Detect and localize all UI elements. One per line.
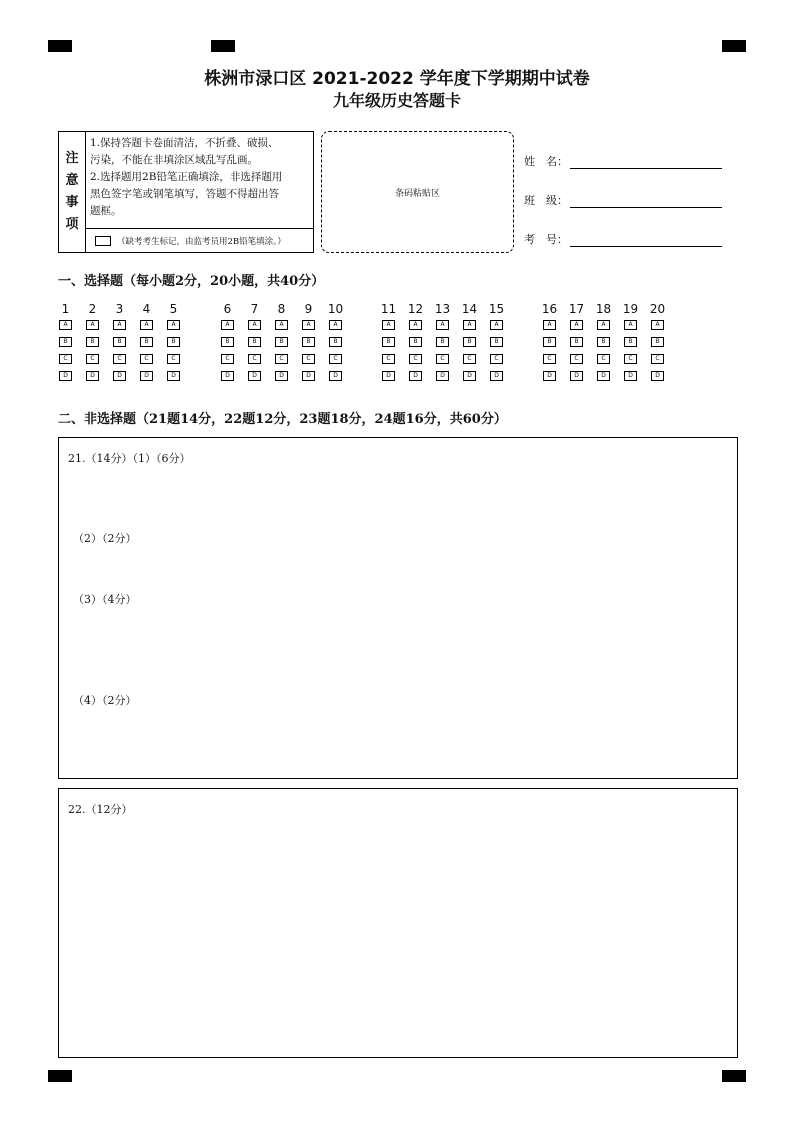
- exam-title: 株洲市渌口区 2021-2022 学年度下学期期中试卷: [204, 69, 590, 89]
- choice-bubble-a[interactable]: A: [570, 320, 583, 330]
- choice-bubble-d[interactable]: D: [221, 371, 234, 381]
- registration-mark-top-right: [722, 40, 746, 52]
- choice-bubble-b[interactable]: B: [329, 337, 342, 347]
- choice-bubble-a[interactable]: A: [436, 320, 449, 330]
- choice-bubble-b[interactable]: B: [86, 337, 99, 347]
- choice-bubble-c[interactable]: C: [113, 354, 126, 364]
- choice-bubble-b[interactable]: B: [543, 337, 556, 347]
- q22-header: 22.（12分）: [68, 803, 133, 816]
- choice-question-number: 20: [649, 302, 666, 316]
- choice-bubble-a[interactable]: A: [86, 320, 99, 330]
- choice-question-number: 11: [380, 302, 397, 316]
- notice-heading-char: 注: [65, 151, 79, 166]
- choice-question-number: 9: [304, 302, 313, 316]
- absent-mark-row: [85, 228, 313, 253]
- barcode-label: 条码粘贴区: [394, 188, 440, 199]
- choice-question-number: 6: [223, 302, 232, 316]
- notice-heading-char: 事: [65, 195, 79, 210]
- exam-number-label: 考 号：: [524, 233, 568, 246]
- choice-bubble-a[interactable]: A: [248, 320, 261, 330]
- choice-bubble-d[interactable]: D: [436, 371, 449, 381]
- choice-bubble-d[interactable]: D: [167, 371, 180, 381]
- choice-bubble-d[interactable]: D: [624, 371, 637, 381]
- choice-bubble-a[interactable]: A: [490, 320, 503, 330]
- choice-bubble-d[interactable]: D: [651, 371, 664, 381]
- barcode-area: [321, 131, 514, 253]
- absent-mark-note: （缺考考生标记，由监考员用2B铅笔填涂。）: [117, 237, 286, 247]
- choice-bubble-d[interactable]: D: [275, 371, 288, 381]
- choice-bubble-c[interactable]: C: [382, 354, 395, 364]
- choice-bubble-c[interactable]: C: [597, 354, 610, 364]
- class-label: 班 级：: [524, 194, 568, 207]
- choice-question-number: 14: [461, 302, 478, 316]
- choice-bubble-a[interactable]: A: [140, 320, 153, 330]
- choice-bubble-b[interactable]: B: [624, 337, 637, 347]
- choice-bubble-d[interactable]: D: [409, 371, 422, 381]
- choice-bubble-d[interactable]: D: [86, 371, 99, 381]
- choice-question-number: 4: [142, 302, 151, 316]
- choice-bubble-c[interactable]: C: [490, 354, 503, 364]
- choice-bubble-a[interactable]: A: [275, 320, 288, 330]
- section1-title: 一、选择题（每小题2分，20小题，共40分）: [58, 274, 325, 289]
- choice-bubble-a[interactable]: A: [59, 320, 72, 330]
- q22-answer-box[interactable]: [58, 788, 738, 1058]
- choice-bubble-d[interactable]: D: [302, 371, 315, 381]
- class-field[interactable]: [524, 192, 722, 208]
- choice-bubble-b[interactable]: B: [463, 337, 476, 347]
- registration-mark-bottom-left: [48, 1070, 72, 1082]
- choice-bubble-d[interactable]: D: [140, 371, 153, 381]
- registration-mark-top-left: [48, 40, 72, 52]
- choice-bubble-b[interactable]: B: [382, 337, 395, 347]
- notice-box: [58, 131, 314, 253]
- choice-question-number: 8: [277, 302, 286, 316]
- choice-bubble-c[interactable]: C: [140, 354, 153, 364]
- choice-bubble-b[interactable]: B: [59, 337, 72, 347]
- notice-heading-char: 意: [65, 173, 79, 188]
- choice-bubble-b[interactable]: B: [490, 337, 503, 347]
- choice-bubble-a[interactable]: A: [597, 320, 610, 330]
- exam-number-field[interactable]: [524, 231, 722, 247]
- choice-bubble-a[interactable]: A: [382, 320, 395, 330]
- choice-bubble-b[interactable]: B: [275, 337, 288, 347]
- choice-bubble-d[interactable]: D: [329, 371, 342, 381]
- notice-heading-char: 项: [65, 217, 79, 232]
- choice-bubble-a[interactable]: A: [329, 320, 342, 330]
- choice-bubble-a[interactable]: A: [167, 320, 180, 330]
- choice-question-number: 19: [622, 302, 639, 316]
- class-line[interactable]: [570, 195, 722, 208]
- choice-bubble-a[interactable]: A: [409, 320, 422, 330]
- choice-question-number: 5: [169, 302, 178, 316]
- choice-question-number: 15: [488, 302, 505, 316]
- choice-question-number: 16: [541, 302, 558, 316]
- choice-bubble-c[interactable]: C: [167, 354, 180, 364]
- choice-bubble-b[interactable]: B: [436, 337, 449, 347]
- choice-bubble-b[interactable]: B: [248, 337, 261, 347]
- name-line[interactable]: [570, 156, 722, 169]
- choice-question-number: 10: [327, 302, 344, 316]
- choice-bubble-b[interactable]: B: [651, 337, 664, 347]
- choice-bubble-b[interactable]: B: [113, 337, 126, 347]
- section2-title: 二、非选择题（21题14分，22题12分，23题18分，24题16分，共60分）: [58, 412, 507, 427]
- choice-bubble-d[interactable]: D: [59, 371, 72, 381]
- notice-heading: [59, 132, 86, 252]
- choice-bubble-a[interactable]: A: [113, 320, 126, 330]
- notice-line: 题框。: [90, 205, 122, 217]
- choice-bubble-c[interactable]: C: [86, 354, 99, 364]
- q21-part4-label: （4）（2分）: [73, 694, 137, 707]
- exam-number-line[interactable]: [570, 234, 722, 247]
- notice-line: 2.选择题用2B铅笔正确填涂，非选择题用: [90, 171, 283, 183]
- choice-bubble-b[interactable]: B: [302, 337, 315, 347]
- notice-line: 1.保持答题卡卷面清洁，不折叠、破损、: [90, 137, 279, 149]
- name-field[interactable]: [524, 153, 722, 169]
- choice-bubble-a[interactable]: A: [463, 320, 476, 330]
- choice-bubble-c[interactable]: C: [651, 354, 664, 364]
- choice-bubble-c[interactable]: C: [275, 354, 288, 364]
- choice-question-number: 1: [61, 302, 70, 316]
- notice-line: 污染，不能在非填涂区域乱写乱画。: [90, 154, 258, 166]
- answer-sheet-title: 九年级历史答题卡: [332, 91, 461, 110]
- choice-bubble-d[interactable]: D: [490, 371, 503, 381]
- absent-mark-checkbox[interactable]: [95, 236, 111, 246]
- choice-bubble-b[interactable]: B: [221, 337, 234, 347]
- choice-bubble-b[interactable]: B: [140, 337, 153, 347]
- choice-bubble-c[interactable]: C: [248, 354, 261, 364]
- q21-header: 21.（14分）（1）（6分）: [68, 452, 191, 465]
- name-label: 姓 名：: [524, 155, 568, 168]
- choice-bubble-c[interactable]: C: [570, 354, 583, 364]
- notice-text: [90, 135, 310, 220]
- choice-bubble-c[interactable]: C: [543, 354, 556, 364]
- choice-bubble-a[interactable]: A: [624, 320, 637, 330]
- choice-question-number: 17: [568, 302, 585, 316]
- choice-bubble-d[interactable]: D: [543, 371, 556, 381]
- choice-question-number: 7: [250, 302, 259, 316]
- choice-bubble-b[interactable]: B: [409, 337, 422, 347]
- registration-mark-bottom-right: [722, 1070, 746, 1082]
- choice-bubble-b[interactable]: B: [167, 337, 180, 347]
- choice-bubble-d[interactable]: D: [248, 371, 261, 381]
- choice-bubble-a[interactable]: A: [543, 320, 556, 330]
- choice-bubble-c[interactable]: C: [59, 354, 72, 364]
- choice-question-number: 18: [595, 302, 612, 316]
- choice-bubble-c[interactable]: C: [329, 354, 342, 364]
- choice-bubble-d[interactable]: D: [382, 371, 395, 381]
- choice-bubble-d[interactable]: D: [463, 371, 476, 381]
- choice-question-number: 12: [407, 302, 424, 316]
- choice-question-number: 13: [434, 302, 451, 316]
- choice-bubble-c[interactable]: C: [302, 354, 315, 364]
- choice-question-number: 3: [115, 302, 124, 316]
- choice-bubble-b[interactable]: B: [597, 337, 610, 347]
- choice-bubble-c[interactable]: C: [436, 354, 449, 364]
- choice-bubble-d[interactable]: D: [113, 371, 126, 381]
- q21-answer-box[interactable]: [58, 437, 738, 779]
- choice-bubble-d[interactable]: D: [597, 371, 610, 381]
- choice-question-number: 2: [88, 302, 97, 316]
- choice-bubble-c[interactable]: C: [221, 354, 234, 364]
- choice-bubble-c[interactable]: C: [409, 354, 422, 364]
- choice-bubble-b[interactable]: B: [570, 337, 583, 347]
- registration-mark-top-center: [211, 40, 235, 52]
- choice-bubble-a[interactable]: A: [651, 320, 664, 330]
- choice-bubble-a[interactable]: A: [221, 320, 234, 330]
- q21-part3-label: （3）（4分）: [73, 593, 137, 606]
- notice-line: 黑色签字笔或钢笔填写，答题不得超出答: [90, 188, 279, 200]
- choice-bubble-d[interactable]: D: [570, 371, 583, 381]
- choice-bubble-a[interactable]: A: [302, 320, 315, 330]
- choice-bubble-c[interactable]: C: [624, 354, 637, 364]
- q21-part2-label: （2）（2分）: [73, 532, 137, 545]
- choice-bubble-c[interactable]: C: [463, 354, 476, 364]
